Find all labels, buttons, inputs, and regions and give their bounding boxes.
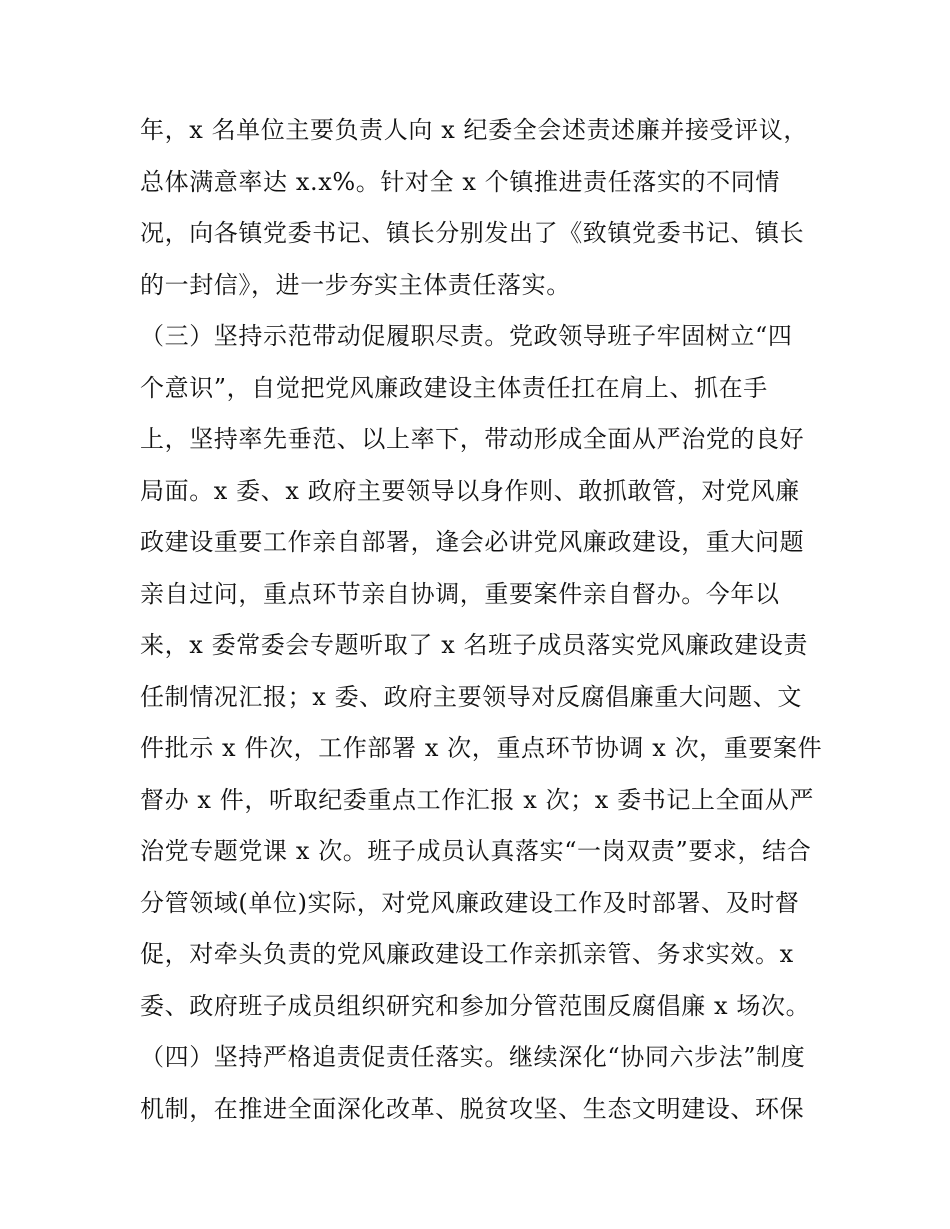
text-line: 况，向各镇党委书记、镇长分别发出了《致镇党委书记、镇长 <box>140 219 805 247</box>
text-line: 亲自过问，重点环节亲自协调，重要案件亲自督办。今年以 <box>140 579 780 608</box>
text-line: （三）坚持示范带动促履职尽责。党政领导班子牢固树立“四 <box>140 322 793 350</box>
text-line: 任制情况汇报；x 委、政府主要领导对反腐倡廉重大问题、文 <box>140 682 802 711</box>
text-line: 的一封信》，进一步夯实主体责任落实。 <box>140 270 571 299</box>
text-line: 个意识”，自觉把党风廉政建设主体责任扛在肩上、抓在手 <box>140 373 768 402</box>
text-line: 上，坚持率先垂范、以上率下，带动形成全面从严治党的良好 <box>140 425 805 453</box>
text-line: 治党专题党课 x 次。班子成员认真落实“一岗双责”要求，结合 <box>140 837 812 865</box>
text-line: 件批示 x 件次，工作部署 x 次，重点环节协调 x 次，重要案件 <box>140 734 823 762</box>
text-line: 来，x 委常委会专题听取了 x 名班子成员落实党风廉政建设责 <box>140 631 808 659</box>
text-line: 督办 x 件，听取纪委重点工作汇报 x 次；x 委书记上全面从严 <box>140 785 814 814</box>
text-line: 委、政府班子成员组织研究和参加分管范围反腐倡廉 x 场次。 <box>140 991 811 1020</box>
text-line: 总体满意率达 x.x%。针对全 x 个镇推进责任落实的不同情 <box>140 167 780 196</box>
text-line: （四）坚持严格追责促责任落实。继续深化“协同六步法”制度 <box>140 1043 806 1071</box>
body-text <box>140 105 823 1135</box>
text-line: 局面。x 委、x 政府主要领导以身作则、敢抓敢管，对党风廉 <box>140 476 800 505</box>
text-line: 分管领域(单位)实际，对党风廉政建设工作及时部署、及时督 <box>140 888 800 917</box>
text-line: 年，x 名单位主要负责人向 x 纪委全会述责述廉并接受评议， <box>140 116 808 144</box>
text-line: 促，对牵头负责的党风廉政建设工作亲抓亲管、务求实效。x <box>140 940 794 968</box>
text-line: 机制，在推进全面深化改革、脱贫攻坚、生态文明建设、环保 <box>140 1094 805 1123</box>
text-line: 政建设重要工作亲自部署，逢会必讲党风廉政建设，重大问题 <box>140 528 805 556</box>
